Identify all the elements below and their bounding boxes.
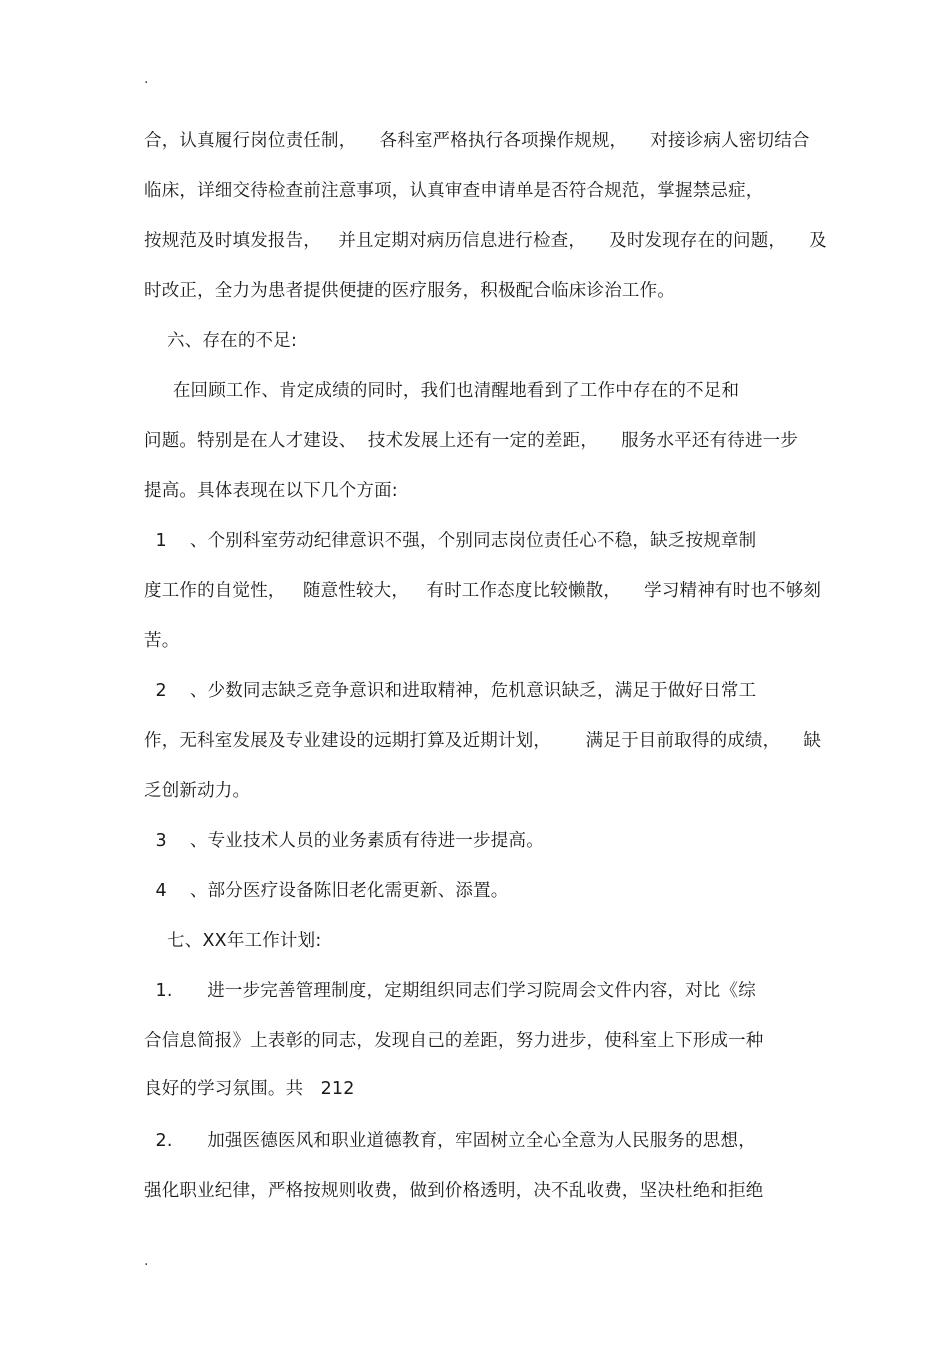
list-item: 4 、部分医疗设备陈旧老化需更新、添置。	[144, 881, 509, 901]
text-line: 度工作的自觉性， 随意性较大， 有时工作态度比较懒散， 学习精神有时也不够刻	[144, 581, 822, 601]
list-item: 1 、个别科室劳动纪律意识不强，个别同志岗位责任心不稳，缺乏按规章制	[144, 531, 757, 551]
text-line: 时改正，全力为患者提供便捷的医疗服务，积极配合临床诊治工作。	[144, 281, 675, 301]
bottom-page-mark: .	[144, 1253, 149, 1269]
text-line: 作，无科室发展及专业建设的远期打算及近期计划， 满足于目前取得的成绩， 缺	[144, 731, 822, 751]
section-heading: 七、XX年工作计划:	[144, 931, 322, 951]
list-item: 2 、少数同志缺乏竞争意识和进取精神，危机意识缺乏，满足于做好日常工	[144, 681, 757, 701]
text-line: 苦。	[144, 631, 180, 651]
list-item: 2. 加强医德医风和职业道德教育，牢固树立全心全意为人民服务的思想，	[144, 1131, 756, 1151]
text-line: 临床，详细交待检查前注意事项，认真审查申请单是否符合规范，掌握禁忌症，	[144, 181, 764, 201]
text-line: 良好的学习氛围。共 212	[144, 1079, 355, 1099]
top-page-mark: .	[144, 71, 149, 87]
text-line: 合，认真履行岗位责任制， 各科室严格执行各项操作规规， 对接诊病人密切结合	[144, 131, 810, 151]
text-line: 乏创新动力。	[144, 781, 251, 801]
list-item: 3 、专业技术人员的业务素质有待进一步提高。	[144, 831, 544, 851]
list-item: 1. 进一步完善管理制度，定期组织同志们学习院周会文件内容，对比《综	[144, 981, 756, 1001]
section-heading: 六、存在的不足:	[144, 331, 298, 351]
text-line: 在回顾工作、肯定成绩的同时，我们也清醒地看到了工作中存在的不足和	[144, 381, 740, 401]
text-line: 合信息简报》上表彰的同志，发现自己的差距，努力进步，使科室上下形成一种	[144, 1031, 764, 1051]
text-line: 按规范及时填发报告， 并且定期对病历信息进行检查， 及时发现存在的问题， 及	[144, 231, 827, 251]
text-line: 提高。具体表现在以下几个方面:	[144, 481, 398, 501]
text-line: 强化职业纪律，严格按规则收费，做到价格透明，决不乱收费，坚决杜绝和拒绝	[144, 1181, 764, 1201]
text-line: 问题。特别是在人才建设、 技术发展上还有一定的差距， 服务水平还有待进一步	[144, 431, 799, 451]
